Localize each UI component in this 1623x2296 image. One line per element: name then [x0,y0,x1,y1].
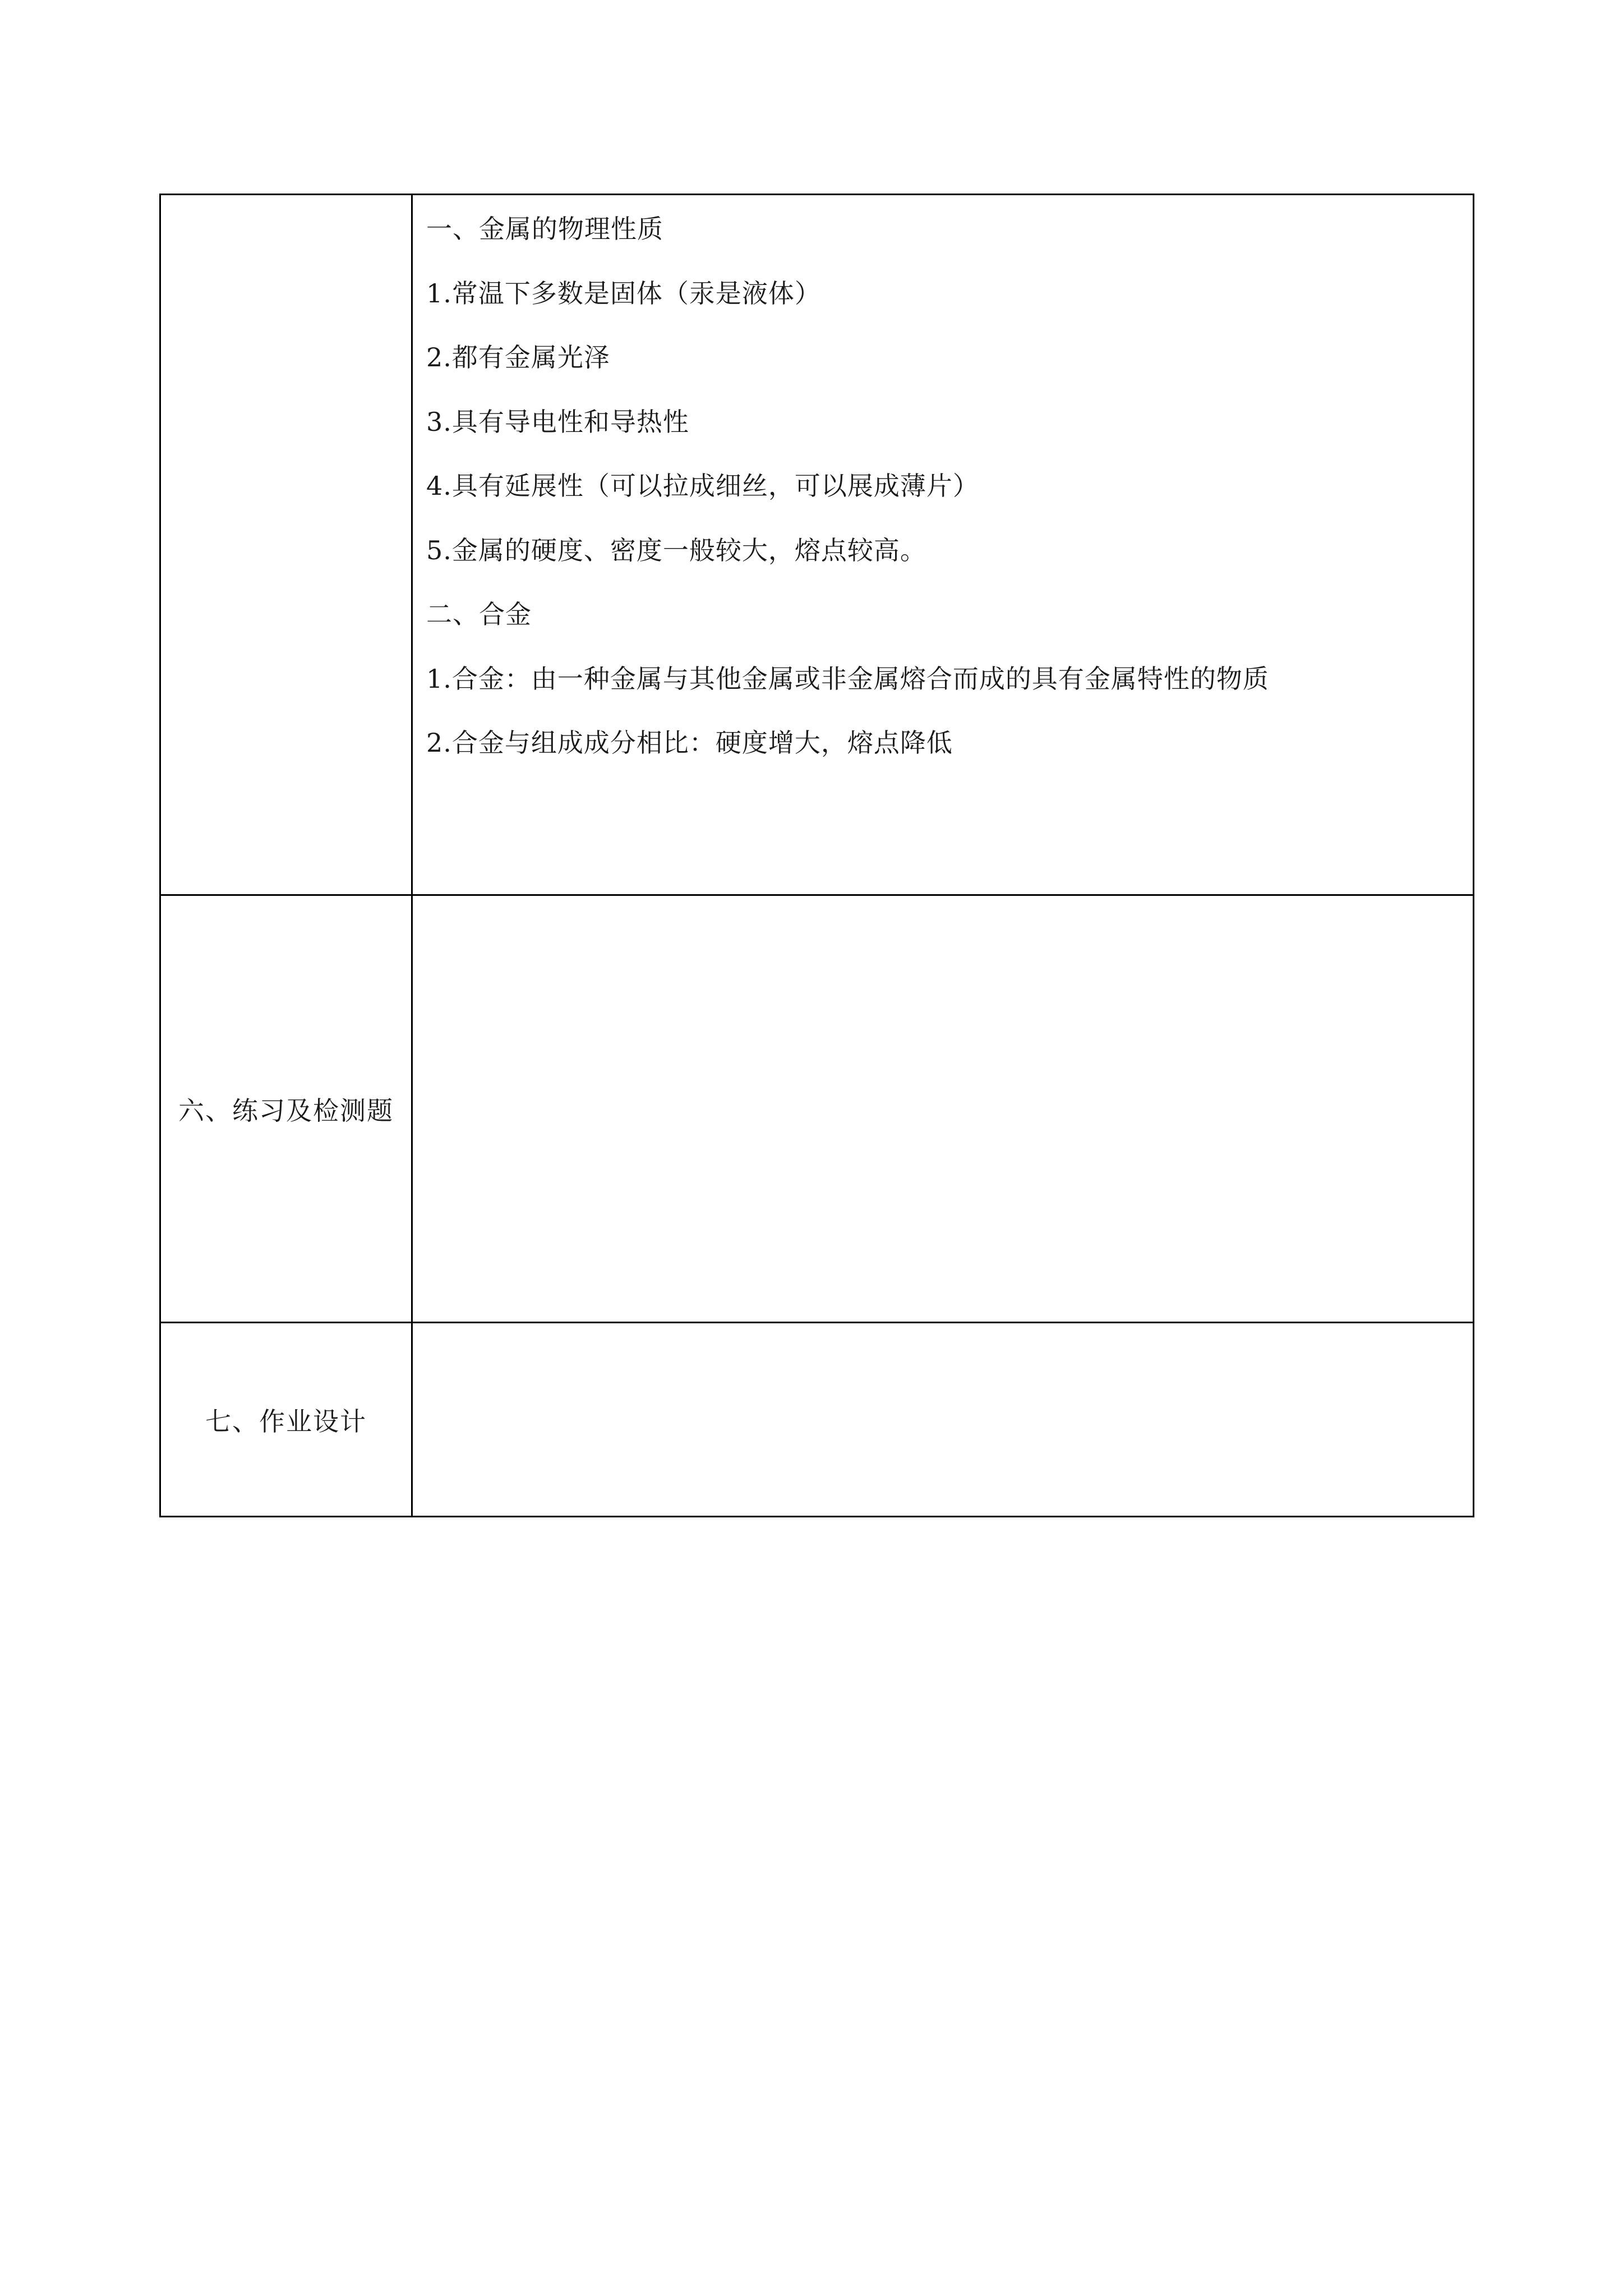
properties-content [426,195,1473,759]
list-item: 2.合金与组成成分相比：硬度增大，熔点降低 [426,728,953,758]
row-label-empty [160,195,412,895]
homework-content-cell [412,1323,1474,1517]
lesson-plan-table [159,194,1474,1517]
list-item: 3.具有导电性和导热性 [426,406,689,437]
list-item: 1.合金：由一种金属与其他金属或非金属熔合而成的具有金属特性的物质 [426,663,1269,694]
section-heading-physical-properties: 一、金属的物理性质 [426,214,663,244]
exercises-content-cell [412,895,1474,1323]
row-label-homework: 七、作业设计 [160,1323,412,1517]
table-row-homework [160,1323,1474,1517]
list-item: 5.金属的硬度、密度一般较大，熔点较高。 [426,535,926,565]
properties-content-cell [412,195,1474,895]
list-item: 2.都有金属光泽 [426,342,610,372]
list-item: 4.具有延展性（可以拉成细丝，可以展成薄片） [426,471,979,501]
section-heading-alloy: 二、合金 [426,599,532,629]
list-item: 1.常温下多数是固体（汞是液体） [426,278,821,309]
table-row-exercises [160,895,1474,1323]
table-row-properties [160,195,1474,895]
row-label-exercises: 六、练习及检测题 [160,895,412,1323]
